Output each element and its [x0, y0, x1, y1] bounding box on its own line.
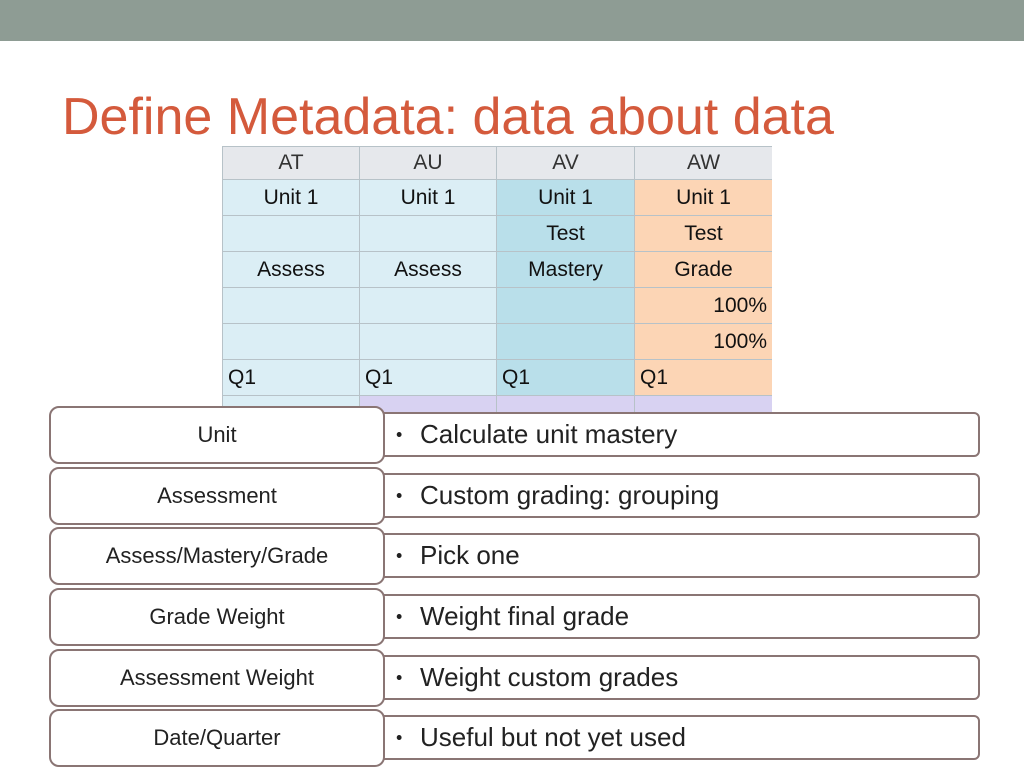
slide-title: Define Metadata: data about data — [62, 88, 834, 146]
table-cell[interactable] — [497, 288, 635, 324]
metadata-description — [360, 655, 980, 700]
bullet-icon: • — [396, 667, 403, 687]
metadata-description-text: Calculate unit mastery — [420, 419, 678, 449]
metadata-description — [360, 594, 980, 639]
table-cell[interactable]: 100% — [635, 288, 773, 324]
column-header[interactable]: AT — [223, 147, 360, 180]
table-cell[interactable] — [223, 216, 360, 252]
bullet-icon: • — [396, 424, 403, 444]
metadata-row-assessment — [0, 467, 1024, 527]
metadata-label: Assessment — [49, 467, 385, 525]
table-cell[interactable] — [497, 324, 635, 360]
table-cell[interactable]: Unit 1 — [360, 180, 497, 216]
metadata-row-unit — [0, 406, 1024, 466]
table-row — [223, 180, 773, 216]
metadata-description — [360, 412, 980, 457]
metadata-description-text: Custom grading: grouping — [420, 480, 720, 510]
bullet-icon: • — [396, 545, 403, 565]
table-cell[interactable]: Test — [497, 216, 635, 252]
spreadsheet-excerpt — [222, 146, 772, 412]
table-row — [223, 216, 773, 252]
table-cell[interactable]: Test — [635, 216, 773, 252]
metadata-description-text: Useful but not yet used — [420, 722, 686, 752]
table-row — [223, 288, 773, 324]
metadata-description — [360, 473, 980, 518]
metadata-label: Date/Quarter — [49, 709, 385, 767]
bullet-icon: • — [396, 727, 403, 747]
metadata-label: Grade Weight — [49, 588, 385, 646]
metadata-description-text: Pick one — [420, 540, 520, 570]
table-row — [223, 252, 773, 288]
metadata-row-date-quarter — [0, 709, 1024, 769]
table-cell[interactable]: Q1 — [223, 360, 360, 396]
table-cell[interactable]: Unit 1 — [223, 180, 360, 216]
metadata-description-text: Weight custom grades — [420, 662, 679, 692]
table-cell[interactable]: Assess — [223, 252, 360, 288]
table-cell[interactable] — [223, 324, 360, 360]
column-header-row — [223, 147, 773, 180]
column-header[interactable]: AU — [360, 147, 497, 180]
table-cell[interactable]: Unit 1 — [497, 180, 635, 216]
table-cell[interactable] — [223, 288, 360, 324]
metadata-description — [360, 533, 980, 578]
spreadsheet-table — [222, 146, 772, 412]
metadata-row-assess-mastery-grade — [0, 527, 1024, 587]
bullet-icon: • — [396, 606, 403, 626]
metadata-description-text: Weight final grade — [420, 601, 630, 631]
bullet-icon: • — [396, 485, 403, 505]
table-cell[interactable]: Q1 — [497, 360, 635, 396]
metadata-row-grade-weight — [0, 588, 1024, 648]
metadata-label: Assessment Weight — [49, 649, 385, 707]
table-cell[interactable] — [360, 288, 497, 324]
table-cell[interactable] — [360, 216, 497, 252]
table-cell[interactable]: Mastery — [497, 252, 635, 288]
table-cell[interactable]: Assess — [360, 252, 497, 288]
table-row — [223, 324, 773, 360]
metadata-description — [360, 715, 980, 760]
column-header[interactable]: AV — [497, 147, 635, 180]
table-cell[interactable]: 100% — [635, 324, 773, 360]
metadata-label: Unit — [49, 406, 385, 464]
column-header[interactable]: AW — [635, 147, 773, 180]
metadata-row-assessment-weight — [0, 649, 1024, 709]
metadata-label: Assess/Mastery/Grade — [49, 527, 385, 585]
table-cell[interactable] — [360, 324, 497, 360]
top-bar — [0, 0, 1024, 41]
table-row — [223, 360, 773, 396]
table-cell[interactable]: Grade — [635, 252, 773, 288]
table-cell[interactable]: Unit 1 — [635, 180, 773, 216]
table-cell[interactable]: Q1 — [635, 360, 773, 396]
table-cell[interactable]: Q1 — [360, 360, 497, 396]
